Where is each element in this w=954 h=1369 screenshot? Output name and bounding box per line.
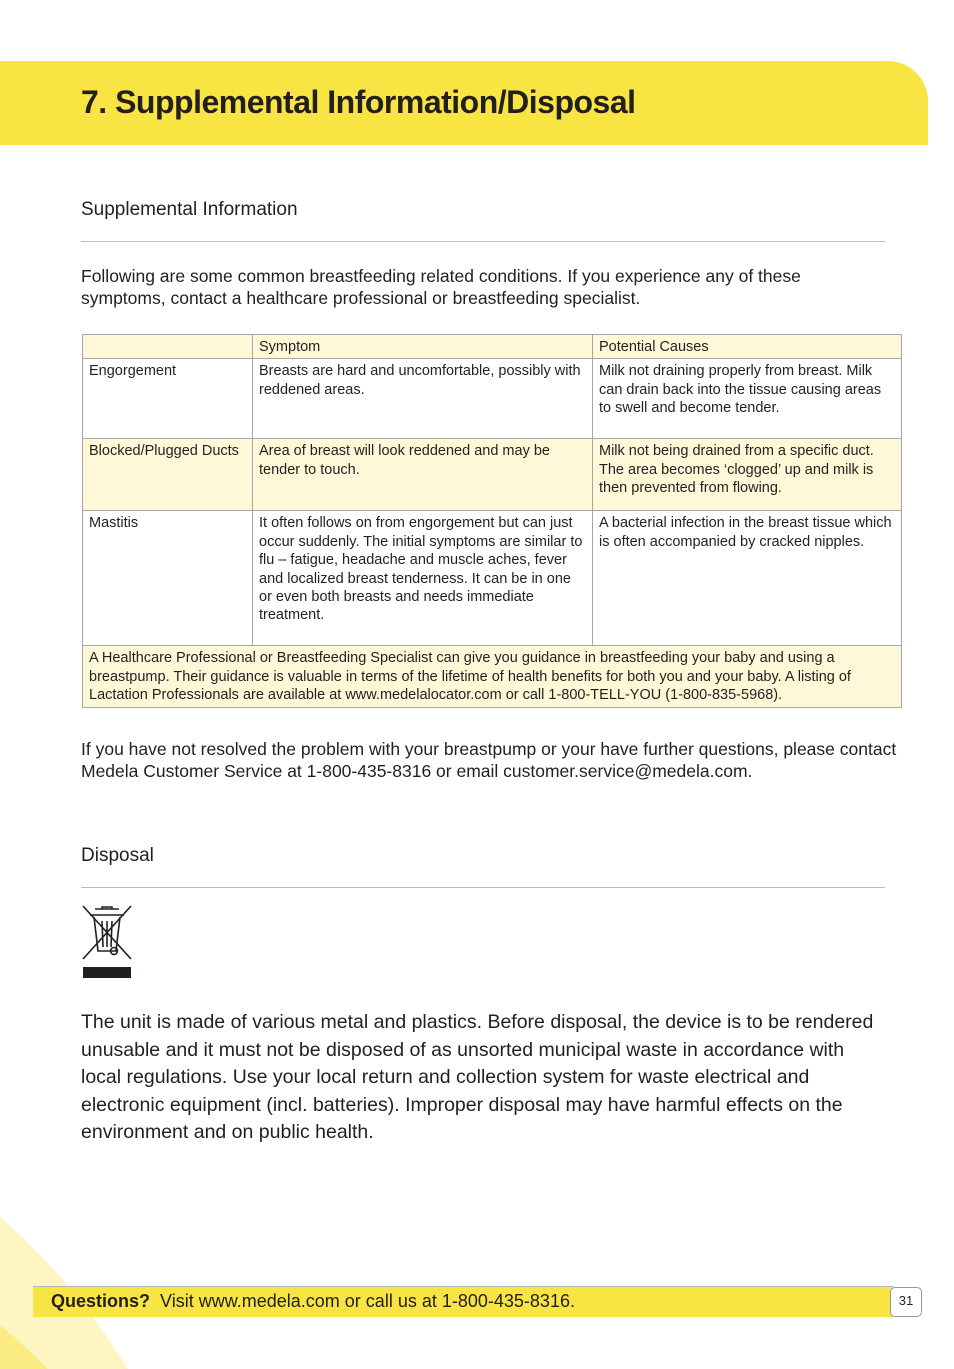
crossed-out-wheelie-bin-icon	[82, 905, 132, 979]
table-row	[83, 439, 902, 511]
table-row	[83, 359, 902, 439]
footer-call: or call us at	[344, 1291, 437, 1311]
symptom-cell: Breasts are hard and uncomfortable, possibly with reddened areas.	[253, 359, 593, 439]
table-header-symptom: Symptom	[253, 335, 593, 359]
table-header-row	[83, 335, 902, 359]
condition-cell: Blocked/Plugged Ducts	[83, 439, 253, 511]
table-header-causes: Potential Causes	[593, 335, 902, 359]
table-header-cell	[83, 335, 253, 359]
divider	[81, 241, 885, 242]
page-title: 7. Supplemental Information/Disposal	[81, 84, 636, 120]
page-number: 31	[890, 1287, 922, 1317]
footer-visit: Visit	[160, 1291, 194, 1311]
customer-service-text: If you have not resolved the problem with your breastpump or your have further questions, please contact Medela Customer Service at 1-800-435-8316 or email customer.service@medela.com.	[81, 739, 897, 781]
causes-cell: Milk not being drained from a specific duct. The area becomes ‘clogged’ up and milk is then prevented from flowing.	[593, 439, 902, 511]
footer-url-link[interactable]: www.medela.com	[198, 1291, 340, 1311]
divider	[81, 887, 885, 888]
disposal-text: The unit is made of various metal and plastics. Before disposal, the device is to be rendered unusable and it must not be disposed of as unsorted municipal waste in accordance with local regulations. Use your local return and collection system for waste electrical and electronic equipment (incl. batteries). Improper disposal may have harmful effects on the environment and on public health.	[81, 1011, 874, 1144]
supplemental-intro: Following are some common breastfeeding related conditions. If you experience any of these symptoms, contact a healthcare professional or breastfeeding specialist.	[81, 266, 801, 308]
condition-cell: Mastitis	[83, 511, 253, 646]
footer-questions: Questions?	[51, 1291, 151, 1311]
footer-contact	[51, 1291, 575, 1312]
footer-phone: 1-800-435-8316.	[441, 1291, 575, 1311]
table-note: A Healthcare Professional or Breastfeeding Specialist can give you guidance in breastfeeding your baby and using a breastpump. Their guidance is valuable in terms of the lifetime of health benefits for both you and your baby. A listing of Lactation Professionals are available at www.medelalocator.com or call 1-800-TELL-YOU (1-800-835-5968).	[83, 646, 902, 707]
conditions-table	[82, 334, 902, 708]
supplemental-heading: Supplemental Information	[81, 199, 298, 220]
condition-cell: Engorgement	[83, 359, 253, 439]
table-row	[83, 511, 902, 646]
symptom-cell: Area of breast will look reddened and may be tender to touch.	[253, 439, 593, 511]
causes-cell: Milk not draining properly from breast. Milk can drain back into the tissue causing areas to swell and become tender.	[593, 359, 902, 439]
table-note-row	[83, 646, 902, 707]
causes-cell: A bacterial infection in the breast tissue which is often accompanied by cracked nipples.	[593, 511, 902, 646]
symptom-cell: It often follows on from engorgement but can just occur suddenly. The initial symptoms are similar to flu – fatigue, headache and muscle aches, fever and localized breast tenderness. It can be in one or even both breasts and needs immediate treatment.	[253, 511, 593, 646]
disposal-heading: Disposal	[81, 845, 154, 866]
